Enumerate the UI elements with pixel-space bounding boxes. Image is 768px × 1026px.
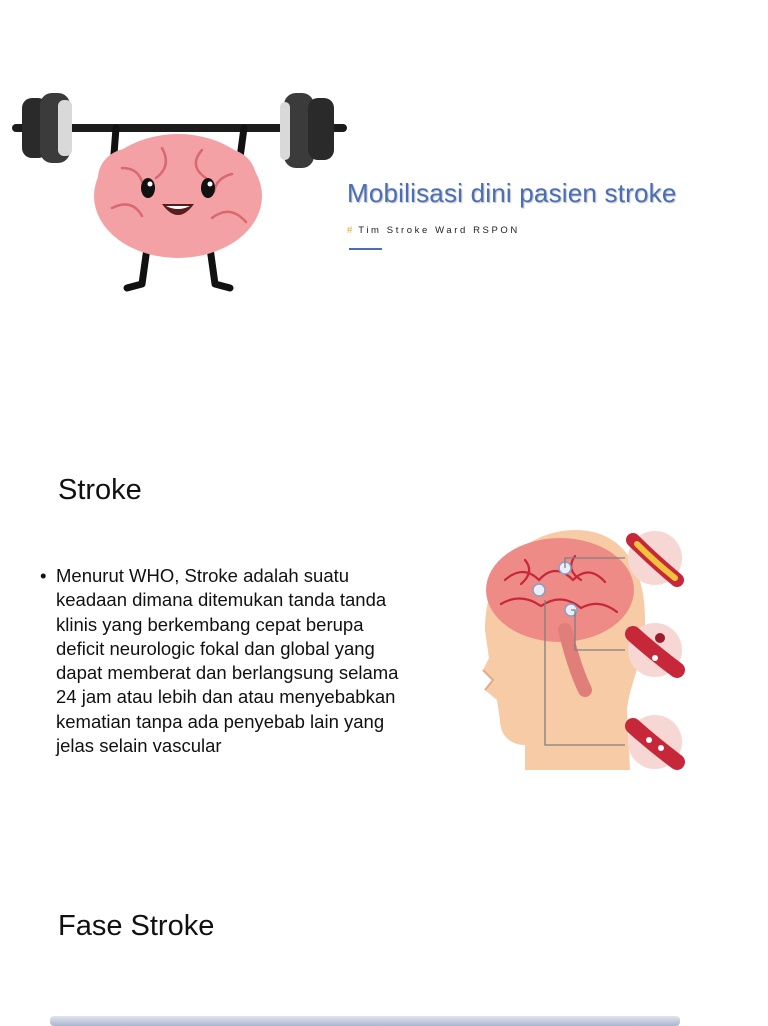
stroke-definition-slide [0,440,768,840]
content-bar [50,1016,680,1026]
bullet-text: Menurut WHO, Stroke adalah suatu keadaan dimana ditemukan tanda tanda klinis yang berkembang cepat berupa deficit neurologic fokal dan global yang dapat memberat dan berlangsung selama 24 jam atau lebih dan atau menyebabkan kematian tanpa ada penyebab lain yang jelas selain vascular [56,565,399,757]
slide-heading: Stroke [58,474,142,506]
slide-heading: Fase Stroke [58,910,215,942]
hash-marker: # [347,225,353,236]
title-underline [349,248,382,250]
title-slide [0,0,768,330]
head-brain-blood-vessels-illustration [455,520,695,780]
bullet-item [40,564,410,758]
slide-title: Mobilisasi dini pasien stroke [347,178,677,208]
subtitle-row [347,225,520,236]
slide-subtitle: Tim Stroke Ward RSPON [358,225,520,236]
fase-stroke-slide [0,880,768,1024]
bullet-dot: • [40,565,47,586]
brain-lifting-barbell-illustration [12,88,352,298]
